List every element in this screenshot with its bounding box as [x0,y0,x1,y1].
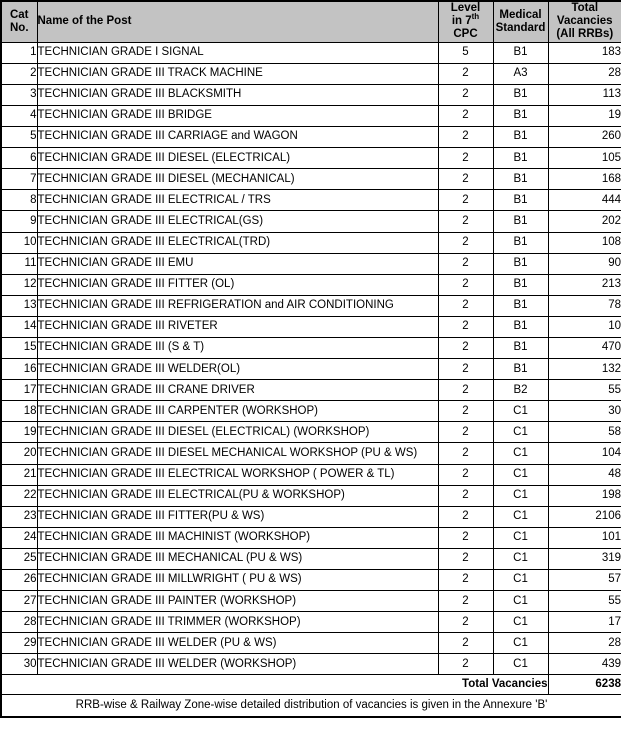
cell-total-vacancies: 260 [548,127,621,148]
cell-medical-standard: B1 [493,190,548,211]
cell-level: 2 [438,633,493,654]
cell-total-vacancies: 28 [548,633,621,654]
table-row [1,105,621,126]
cell-medical-standard: B1 [493,169,548,190]
cell-level: 2 [438,443,493,464]
cell-cat-no: 18 [1,401,37,422]
cell-medical-standard: B1 [493,84,548,105]
column-header-level-superscript: th [471,12,480,22]
cell-total-vacancies: 10 [548,316,621,337]
cell-post-name: TECHNICIAN GRADE III ELECTRICAL / TRS [37,190,438,211]
cell-level: 2 [438,485,493,506]
cell-post-name: TECHNICIAN GRADE III MACHINIST (WORKSHOP) [37,527,438,548]
cell-total-vacancies: 19 [548,105,621,126]
cell-cat-no: 17 [1,380,37,401]
cell-level: 2 [438,211,493,232]
column-header-level-line2: in 7 [451,15,472,28]
column-header-total-line3: (All RRBs) [556,28,614,41]
cell-medical-standard: C1 [493,612,548,633]
cell-medical-standard: B1 [493,127,548,148]
table-row [1,316,621,337]
table-row [1,211,621,232]
cell-post-name: TECHNICIAN GRADE III FITTER(PU & WS) [37,506,438,527]
cell-post-name: TECHNICIAN GRADE III BRIDGE [37,105,438,126]
cell-total-vacancies: 113 [548,84,621,105]
cell-level: 2 [438,359,493,380]
cell-post-name: TECHNICIAN GRADE III (S & T) [37,337,438,358]
total-value: 6238 [548,675,621,695]
cell-cat-no: 21 [1,464,37,485]
table-row [1,169,621,190]
cell-level: 2 [438,253,493,274]
cell-medical-standard: B1 [493,359,548,380]
cell-post-name: TECHNICIAN GRADE III WELDER (PU & WS) [37,633,438,654]
cell-cat-no: 20 [1,443,37,464]
table-row [1,295,621,316]
cell-total-vacancies: 108 [548,232,621,253]
cell-medical-standard: B1 [493,253,548,274]
cell-cat-no: 13 [1,295,37,316]
cell-post-name: TECHNICIAN GRADE III MILLWRIGHT ( PU & WS) [37,570,438,591]
cell-total-vacancies: 439 [548,654,621,675]
cell-post-name: TECHNICIAN GRADE III REFRIGERATION and AIR CONDITIONING [37,295,438,316]
cell-total-vacancies: 168 [548,169,621,190]
cell-level: 2 [438,274,493,295]
cell-cat-no: 1 [1,42,37,63]
column-header-medical-line2: Standard [495,21,546,34]
cell-cat-no: 9 [1,211,37,232]
cell-cat-no: 27 [1,591,37,612]
cell-level: 2 [438,63,493,84]
column-header-level [438,1,493,42]
table-body [1,42,621,675]
cell-medical-standard: C1 [493,548,548,569]
cell-total-vacancies: 55 [548,591,621,612]
column-header-level-line3: CPC [453,28,478,41]
table-row [1,84,621,105]
cell-cat-no: 29 [1,633,37,654]
table-row [1,633,621,654]
column-header-total-line1: Total [571,2,599,14]
table-row [1,506,621,527]
cell-total-vacancies: 444 [548,190,621,211]
cell-total-vacancies: 319 [548,548,621,569]
cell-total-vacancies: 198 [548,485,621,506]
table-row [1,190,621,211]
cell-post-name: TECHNICIAN GRADE III TRACK MACHINE [37,63,438,84]
cell-cat-no: 24 [1,527,37,548]
cell-level: 2 [438,591,493,612]
note-row [1,695,621,717]
cell-medical-standard: B1 [493,274,548,295]
table-row [1,337,621,358]
table-row [1,274,621,295]
cell-post-name: TECHNICIAN GRADE III DIESEL (MECHANICAL) [37,169,438,190]
column-header-cat-no-line2: No. [9,21,29,34]
cell-medical-standard: B1 [493,232,548,253]
cell-medical-standard: C1 [493,506,548,527]
cell-level: 2 [438,464,493,485]
cell-medical-standard: B1 [493,211,548,232]
cell-post-name: TECHNICIAN GRADE III DIESEL (ELECTRICAL) [37,148,438,169]
table-row [1,548,621,569]
cell-cat-no: 8 [1,190,37,211]
cell-medical-standard: C1 [493,485,548,506]
cell-total-vacancies: 104 [548,443,621,464]
cell-level: 2 [438,506,493,527]
cell-medical-standard: C1 [493,422,548,443]
column-header-level-line1: Level [450,2,481,14]
table-row [1,422,621,443]
table-row [1,232,621,253]
cell-level: 2 [438,380,493,401]
cell-level: 2 [438,337,493,358]
cell-post-name: TECHNICIAN GRADE III EMU [37,253,438,274]
cell-total-vacancies: 202 [548,211,621,232]
table-row [1,401,621,422]
cell-medical-standard: C1 [493,654,548,675]
cell-post-name: TECHNICIAN GRADE III DIESEL (ELECTRICAL) (WORKSHOP) [37,422,438,443]
cell-level: 2 [438,105,493,126]
total-label: Total Vacancies [1,675,548,695]
cell-post-name: TECHNICIAN GRADE III TRIMMER (WORKSHOP) [37,612,438,633]
table-row [1,485,621,506]
cell-medical-standard: C1 [493,633,548,654]
cell-cat-no: 4 [1,105,37,126]
table-row [1,612,621,633]
cell-total-vacancies: 183 [548,42,621,63]
cell-cat-no: 25 [1,548,37,569]
cell-level: 2 [438,295,493,316]
cell-cat-no: 26 [1,570,37,591]
cell-level: 2 [438,148,493,169]
column-header-cat-no [1,1,37,42]
cell-post-name: TECHNICIAN GRADE I SIGNAL [37,42,438,63]
cell-post-name: TECHNICIAN GRADE III CARPENTER (WORKSHOP) [37,401,438,422]
table-row [1,527,621,548]
cell-post-name: TECHNICIAN GRADE III MECHANICAL (PU & WS) [37,548,438,569]
cell-level: 2 [438,654,493,675]
cell-cat-no: 14 [1,316,37,337]
cell-medical-standard: B2 [493,380,548,401]
cell-medical-standard: C1 [493,570,548,591]
cell-cat-no: 22 [1,485,37,506]
cell-cat-no: 7 [1,169,37,190]
table-row [1,464,621,485]
cell-medical-standard: C1 [493,591,548,612]
cell-total-vacancies: 30 [548,401,621,422]
cell-post-name: TECHNICIAN GRADE III DIESEL MECHANICAL WORKSHOP (PU & WS) [37,443,438,464]
cell-post-name: TECHNICIAN GRADE III PAINTER (WORKSHOP) [37,591,438,612]
cell-medical-standard: B1 [493,337,548,358]
cell-cat-no: 28 [1,612,37,633]
cell-level: 2 [438,527,493,548]
cell-medical-standard: A3 [493,63,548,84]
total-row [1,675,621,695]
table-row [1,380,621,401]
cell-post-name: TECHNICIAN GRADE III CARRIAGE and WAGON [37,127,438,148]
cell-level: 2 [438,190,493,211]
table-row [1,253,621,274]
cell-medical-standard: B1 [493,295,548,316]
table-row [1,148,621,169]
table-row [1,63,621,84]
table-row [1,654,621,675]
cell-cat-no: 12 [1,274,37,295]
cell-post-name: TECHNICIAN GRADE III RIVETER [37,316,438,337]
cell-level: 2 [438,232,493,253]
cell-medical-standard: B1 [493,316,548,337]
cell-medical-standard: C1 [493,464,548,485]
cell-cat-no: 23 [1,506,37,527]
cell-cat-no: 16 [1,359,37,380]
cell-total-vacancies: 213 [548,274,621,295]
cell-post-name: TECHNICIAN GRADE III WELDER(OL) [37,359,438,380]
cell-total-vacancies: 132 [548,359,621,380]
cell-total-vacancies: 90 [548,253,621,274]
cell-level: 2 [438,401,493,422]
table-footer [1,675,621,717]
header-row [1,1,621,42]
cell-post-name: TECHNICIAN GRADE III ELECTRICAL(PU & WORKSHOP) [37,485,438,506]
cell-cat-no: 6 [1,148,37,169]
cell-medical-standard: C1 [493,527,548,548]
cell-level: 2 [438,612,493,633]
cell-level: 5 [438,42,493,63]
cell-level: 2 [438,570,493,591]
cell-post-name: TECHNICIAN GRADE III CRANE DRIVER [37,380,438,401]
cell-total-vacancies: 470 [548,337,621,358]
cell-cat-no: 2 [1,63,37,84]
cell-post-name: TECHNICIAN GRADE III BLACKSMITH [37,84,438,105]
cell-total-vacancies: 58 [548,422,621,443]
cell-medical-standard: B1 [493,148,548,169]
cell-total-vacancies: 101 [548,527,621,548]
annexure-note: RRB-wise & Railway Zone-wise detailed distribution of vacancies is given in the Annexure 'B' [1,695,621,717]
table-row [1,42,621,63]
table-row [1,359,621,380]
cell-cat-no: 30 [1,654,37,675]
cell-medical-standard: B1 [493,42,548,63]
cell-post-name: TECHNICIAN GRADE III ELECTRICAL(GS) [37,211,438,232]
cell-post-name: TECHNICIAN GRADE III ELECTRICAL WORKSHOP ( POWER & TL) [37,464,438,485]
cell-level: 2 [438,422,493,443]
cell-post-name: TECHNICIAN GRADE III WELDER (WORKSHOP) [37,654,438,675]
column-header-total-vacancies [548,1,621,42]
cell-cat-no: 15 [1,337,37,358]
cell-cat-no: 19 [1,422,37,443]
cell-total-vacancies: 55 [548,380,621,401]
cell-total-vacancies: 78 [548,295,621,316]
cell-cat-no: 5 [1,127,37,148]
cell-post-name: TECHNICIAN GRADE III ELECTRICAL(TRD) [37,232,438,253]
cell-total-vacancies: 48 [548,464,621,485]
cell-level: 2 [438,84,493,105]
table-row [1,570,621,591]
table-row [1,127,621,148]
cell-cat-no: 3 [1,84,37,105]
cell-level: 2 [438,548,493,569]
column-header-name: Name of the Post [37,1,438,42]
cell-total-vacancies: 57 [548,570,621,591]
table-row [1,591,621,612]
cell-total-vacancies: 17 [548,612,621,633]
cell-total-vacancies: 105 [548,148,621,169]
cell-total-vacancies: 28 [548,63,621,84]
table-row [1,443,621,464]
cell-total-vacancies: 2106 [548,506,621,527]
cell-medical-standard: C1 [493,401,548,422]
cell-level: 2 [438,127,493,148]
cell-level: 2 [438,316,493,337]
cell-level: 2 [438,169,493,190]
cell-cat-no: 10 [1,232,37,253]
column-header-medical-standard [493,1,548,42]
column-header-total-line2: Vacancies [556,15,613,28]
column-header-medical-line1: Medical [499,8,542,21]
table-header [1,1,621,42]
column-header-cat-no-line1: Cat [9,8,29,21]
cell-medical-standard: B1 [493,105,548,126]
cell-medical-standard: C1 [493,443,548,464]
cell-cat-no: 11 [1,253,37,274]
cell-post-name: TECHNICIAN GRADE III FITTER (OL) [37,274,438,295]
